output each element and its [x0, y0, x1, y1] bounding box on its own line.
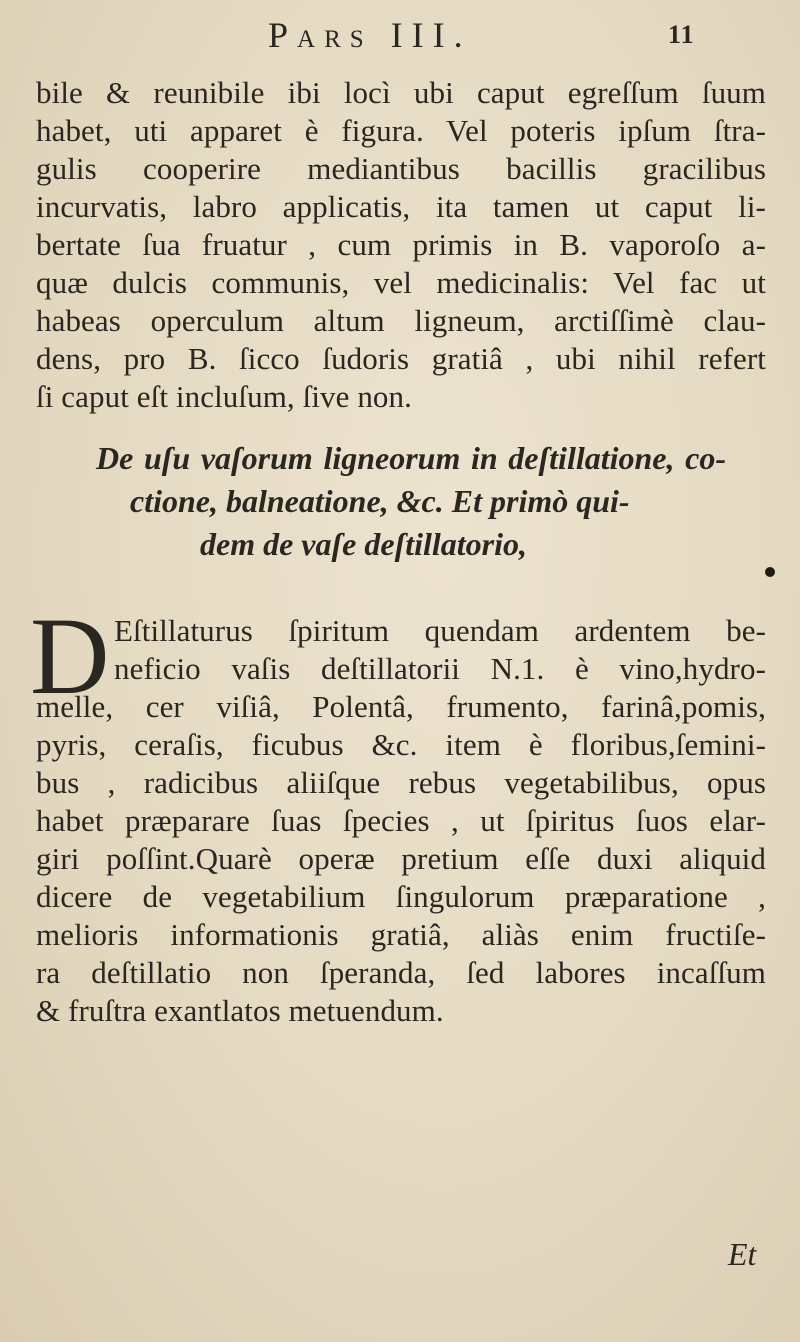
text-line: dens, pro B. ſicco ſudoris gratiâ , ubi nihil refert: [36, 341, 766, 376]
text-line: habet præparare ſuas ſpecies , ut ſpiritus ſuos elar-: [36, 803, 766, 838]
text-line: habet, uti apparet è figura. Vel poteris ipſum ſtra-: [36, 113, 766, 148]
drop-cap: D: [30, 595, 110, 717]
text-line: bus , radicibus aliiſque rebus vegetabilibus, opus: [36, 765, 766, 800]
text-line: ra deſtillatio non ſperanda, ſed labores incaſſum: [36, 955, 766, 990]
text-line: habeas operculum altum ligneum, arctiſſimè clau-: [36, 303, 766, 338]
text-line: Eſtillaturus ſpiritum quendam ardentem be-: [114, 613, 766, 648]
text-line: neficio vaſis deſtillatorii N.1. è vino,hydro-: [114, 651, 766, 686]
text-line: dicere de vegetabilium ſingulorum præparatione ,: [36, 879, 766, 914]
text-line: incurvatis, labro applicatis, ita tamen ut caput li-: [36, 189, 766, 224]
heading-line: dem de vaſe deſtillatorio,: [200, 526, 528, 562]
catchword: Et: [728, 1236, 757, 1272]
running-head: [0, 14, 800, 64]
ink-dot: [765, 567, 775, 577]
text-line: & fruſtra exantlatos metuendum.: [36, 993, 444, 1028]
paragraph-2: [36, 612, 766, 1030]
text-line: bertate ſua fruatur , cum primis in B. vaporoſo a-: [36, 227, 766, 262]
text-line: giri poſſint.Quarè operæ pretium eſſe duxi aliquid: [36, 841, 766, 876]
paragraph-1: [36, 74, 766, 416]
section-heading: [96, 437, 726, 566]
text-line: gulis cooperire mediantibus bacillis gracilibus: [36, 151, 766, 186]
heading-line: De uſu vaſorum ligneorum in deſtillatione, co-: [96, 440, 726, 476]
running-title: Pars III.: [268, 15, 472, 55]
text-line: melle, cer viſiâ, Polentâ, frumento, farinâ,pomis,: [36, 689, 766, 724]
text-line: melioris informationis gratiâ, aliàs enim fructiſe-: [36, 917, 766, 952]
text-line: quæ dulcis communis, vel medicinalis: Vel fac ut: [36, 265, 766, 300]
text-line: ſi caput eſt incluſum, ſive non.: [36, 379, 412, 414]
heading-line: ctione, balneatione, &c. Et primò qui-: [130, 483, 630, 519]
page-number: 11: [668, 20, 695, 49]
text-line: pyris, ceraſis, ficubus &c. item è floribus,ſemini-: [36, 727, 766, 762]
text-line: bile & reunibile ibi locì ubi caput egreſſum ſuum: [36, 75, 766, 110]
